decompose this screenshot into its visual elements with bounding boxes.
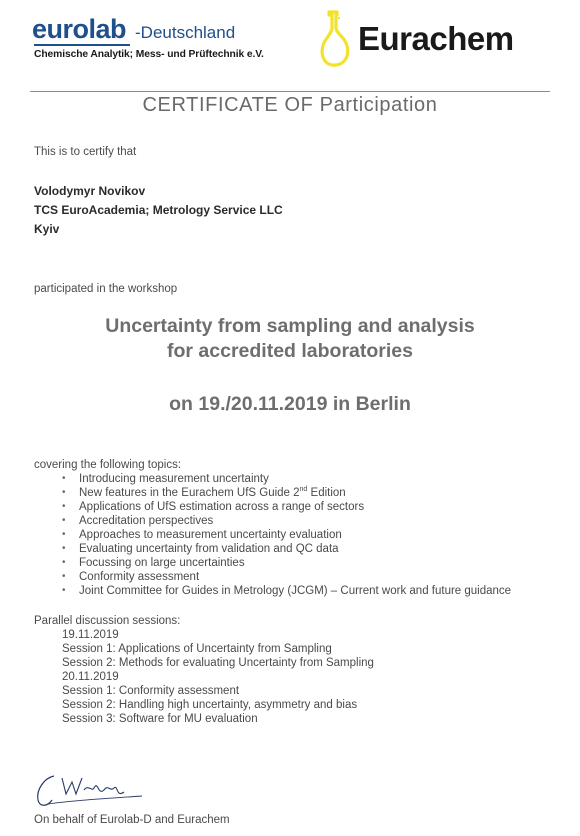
topic-text: Applications of UfS estimation across a range of sectors <box>79 501 365 513</box>
topic-item <box>62 500 511 514</box>
signature <box>34 770 154 814</box>
eurachem-logo-word: Eurachem <box>358 20 514 57</box>
recipient-block <box>34 182 283 239</box>
topic-text: Accreditation perspectives <box>79 515 214 527</box>
bullet-icon: • <box>62 571 66 582</box>
participated-text: participated in the workshop <box>34 283 178 295</box>
bullet-icon: • <box>62 487 66 498</box>
topic-text: Evaluating uncertainty from validation and QC data <box>79 543 339 555</box>
eurolab-logo-underline <box>34 44 130 46</box>
bullet-icon: • <box>62 501 66 512</box>
topic-text: Approaches to measurement uncertainty evaluation <box>79 529 342 541</box>
topic-item <box>62 570 511 584</box>
flask-icon <box>318 8 354 68</box>
topic-item <box>62 584 511 598</box>
topic-text-suffix: Edition <box>307 487 346 499</box>
recipient-name: Volodymyr Novikov <box>34 184 146 198</box>
topic-item <box>62 542 511 556</box>
eurolab-logo-word <box>32 14 126 44</box>
eurolab-logo-tagline: Chemische Analytik; Mess- und Prüftechnik e.V. <box>34 49 264 60</box>
topic-text: Introducing measurement uncertainty <box>79 473 269 485</box>
workshop-title <box>0 314 580 364</box>
certificate-title: CERTIFICATE OF Participation <box>142 94 438 116</box>
eurolab-logo <box>30 14 280 64</box>
topic-item <box>62 472 511 486</box>
bullet-icon: • <box>62 529 66 540</box>
topic-item <box>62 528 511 542</box>
session-item: Session 2: Handling high uncertainty, asymmetry and bias <box>62 699 358 711</box>
topic-text: Joint Committee for Guides in Metrology (JCGM) – Current work and future guidance <box>79 585 512 597</box>
recipient-organization: TCS EuroAcademia; Metrology Service LLC <box>34 203 283 217</box>
recipient-city: Kyiv <box>34 222 60 236</box>
bullet-icon: • <box>62 473 66 484</box>
bullet-icon: • <box>62 543 66 554</box>
topic-item <box>62 556 511 570</box>
session-item: Session 1: Applications of Uncertainty from Sampling <box>62 643 332 655</box>
certify-text: This is to certify that <box>34 146 137 158</box>
topic-item <box>62 486 511 500</box>
eurolab-logo-country: -Deutschland <box>135 23 236 42</box>
topic-text: New features in the Eurachem UfS Guide 2 <box>79 487 300 499</box>
topic-text: Conformity assessment <box>79 571 200 583</box>
session-date: 19.11.2019 <box>62 629 119 641</box>
topics-intro: covering the following topics: <box>34 459 182 471</box>
workshop-title-line-1: Uncertainty from sampling and analysis <box>105 315 475 337</box>
bullet-icon: • <box>62 557 66 568</box>
eurolab-logo-word-euro: euro <box>32 14 89 44</box>
sessions-block <box>62 628 374 726</box>
topic-item <box>62 514 511 528</box>
bullet-icon: • <box>62 585 66 596</box>
session-item: Session 2: Methods for evaluating Uncertainty from Sampling <box>62 657 374 669</box>
topic-superscript: nd <box>299 486 308 494</box>
session-date: 20.11.2019 <box>62 671 119 683</box>
sessions-intro: Parallel discussion sessions: <box>34 615 181 627</box>
eurolab-logo-word-lab: lab <box>88 14 127 44</box>
eurachem-logo <box>318 8 558 68</box>
workshop-date: on 19./20.11.2019 in Berlin <box>169 393 411 415</box>
bullet-icon: • <box>62 515 66 526</box>
workshop-title-line-2: for accredited laboratories <box>167 340 413 362</box>
behalf-text: On behalf of Eurolab-D and Eurachem <box>34 814 230 826</box>
session-item: Session 3: Software for MU evaluation <box>62 713 258 725</box>
session-item: Session 1: Conformity assessment <box>62 685 240 697</box>
topics-list <box>62 472 511 598</box>
topic-text: Focussing on large uncertainties <box>79 557 245 569</box>
